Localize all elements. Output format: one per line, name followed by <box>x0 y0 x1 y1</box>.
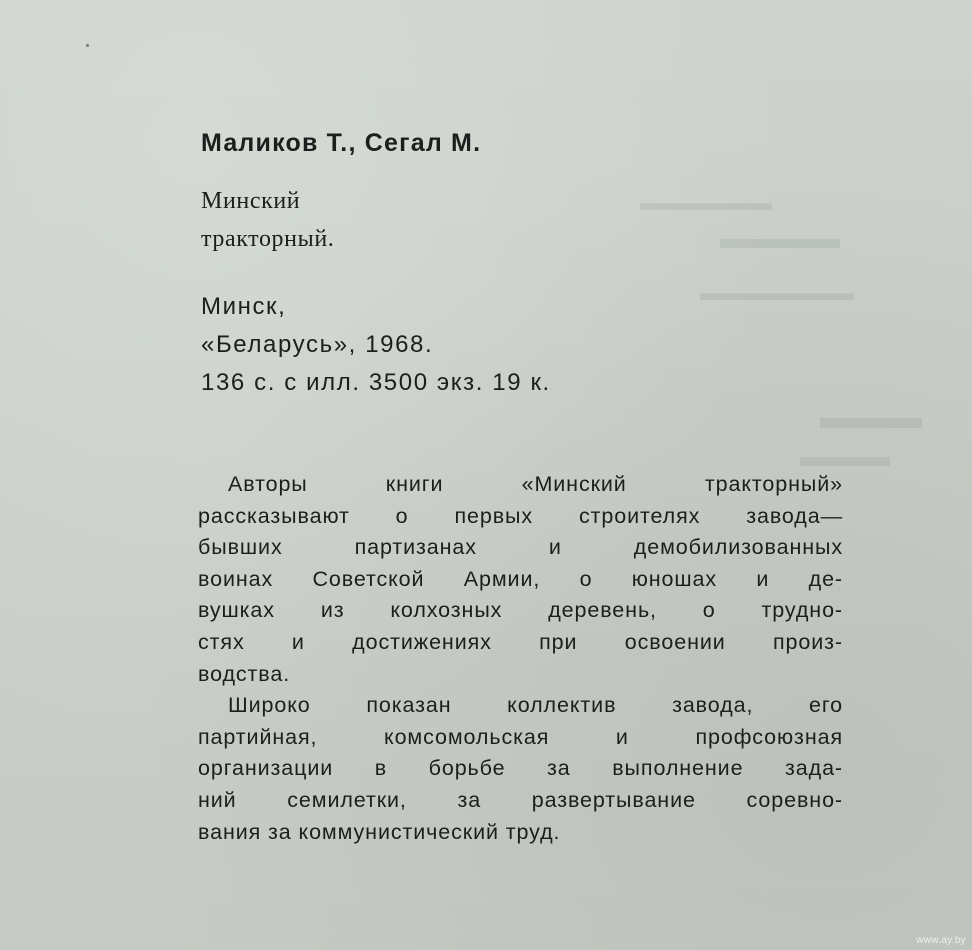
bleed-through-mark: ▬▬▬ <box>820 398 922 436</box>
annotation-line: водства. <box>198 661 291 686</box>
annotation-line: Широко показан коллектив завода, его <box>228 693 843 718</box>
book-title <box>201 182 761 258</box>
bleed-through-mark: ▬▬▬▬ <box>720 222 840 255</box>
bleed-through-mark: ▬▬▬▬▬▬ <box>640 190 772 215</box>
annotation-line: партийная, комсомольская и профсоюзная <box>198 724 843 749</box>
imprint-city: Минск, <box>201 293 287 320</box>
annotation-line: организации в борьбе за выполнение зада- <box>198 756 843 781</box>
annotation-line: стях и достижениях при освоении произ- <box>198 629 843 654</box>
annotation-line: вушках из колхозных деревень, о трудно- <box>198 598 843 623</box>
annotation-line: бывших партизанах и демобилизованных <box>198 535 843 560</box>
book-imprint <box>201 288 761 402</box>
bleed-through-mark: ▬▬▬▬▬▬▬ <box>700 280 854 305</box>
book-author: Маликов Т., Сегал М. <box>201 129 482 157</box>
paper-speck <box>86 44 89 47</box>
annotation-line: воинах Советской Армии, о юношах и де- <box>198 566 843 591</box>
book-annotation <box>198 469 843 848</box>
annotation-paragraph-1 <box>198 469 843 690</box>
book-title-line: Минский <box>201 188 301 214</box>
annotation-line: вания за коммунистический труд. <box>198 819 561 844</box>
annotation-line: Авторы книги «Минский тракторный» <box>228 472 843 496</box>
annotation-line: рассказывают о первых строителях завода— <box>198 503 843 528</box>
book-title-line: тракторный. <box>201 226 335 252</box>
annotation-paragraph-2 <box>198 690 843 848</box>
imprint-pages-print-run-price: 136 с. с илл. 3500 экз. 19 к. <box>201 369 551 396</box>
site-watermark: www.ay.by <box>916 935 966 946</box>
annotation-line: ний семилетки, за развертывание соревно- <box>198 787 843 812</box>
imprint-publisher-year: «Беларусь», 1968. <box>201 331 434 358</box>
bibliographic-record <box>201 126 761 402</box>
bleed-through-mark: ▬▬▬ <box>800 440 890 473</box>
